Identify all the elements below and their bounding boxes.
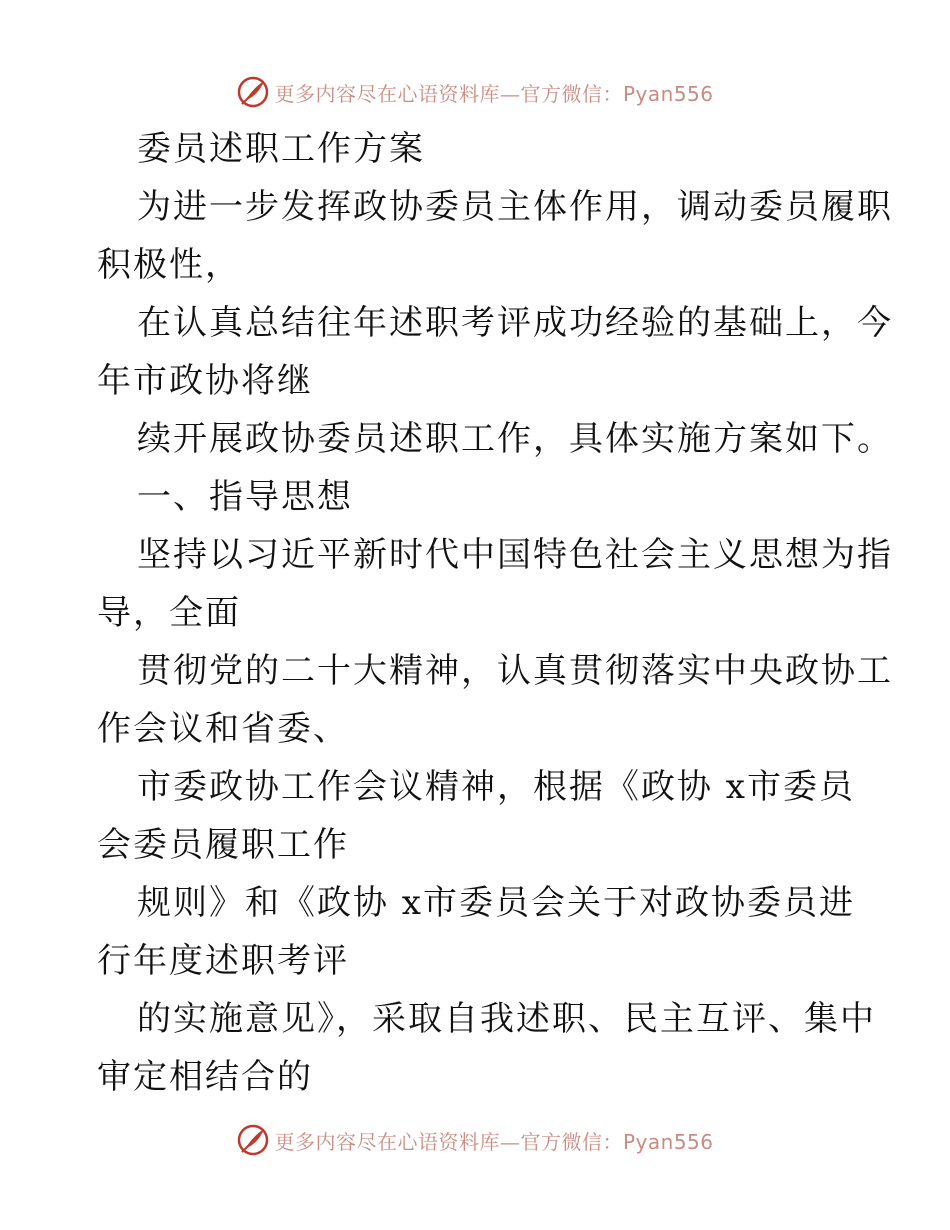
document-line: 导，全面: [97, 593, 241, 633]
document-line: 年市政协将继: [97, 361, 313, 401]
document-line: 行年度述职考评: [97, 941, 349, 981]
feather-quill-icon: [236, 1123, 270, 1157]
document-line: 会委员履职工作: [97, 825, 349, 865]
document-line: 续开展政协委员述职工作，具体实施方案如下。: [137, 419, 893, 459]
document-line: 坚持以习近平新时代中国特色社会主义思想为指: [137, 535, 893, 575]
document-line: 规则》和《政协 x市委员会关于对政协委员进: [137, 883, 855, 923]
document-line: 为进一步发挥政协委员主体作用，调动委员履职: [137, 187, 893, 227]
wechat-id: Pyan556: [622, 1129, 714, 1154]
feather-quill-icon: [236, 75, 270, 109]
document-line: 的实施意见》，采取自我述职、民主互评、集中: [137, 999, 876, 1039]
watermark-text: 更多内容尽在心语资料库—官方微信：Pyan556: [274, 81, 714, 106]
document-line: 积极性，: [97, 245, 241, 285]
document-line: 在认真总结往年述职考评成功经验的基础上，今: [137, 303, 893, 343]
document-body: [97, 120, 893, 1106]
document-line: 作会议和省委、: [97, 709, 349, 749]
document-line: 委员述职工作方案: [137, 129, 425, 169]
document-line: 市委政协工作会议精神，根据《政协 x市委员: [137, 767, 855, 807]
document-line: 一、指导思想: [137, 477, 353, 517]
footer-watermark-banner: [0, 1120, 950, 1160]
wechat-id: Pyan556: [622, 81, 714, 106]
document-line: 审定相结合的: [97, 1057, 313, 1097]
document-line: 贯彻党的二十大精神，认真贯彻落实中央政协工: [137, 651, 893, 691]
watermark-text: 更多内容尽在心语资料库—官方微信：Pyan556: [274, 1129, 714, 1154]
header-watermark-banner: [0, 72, 950, 112]
